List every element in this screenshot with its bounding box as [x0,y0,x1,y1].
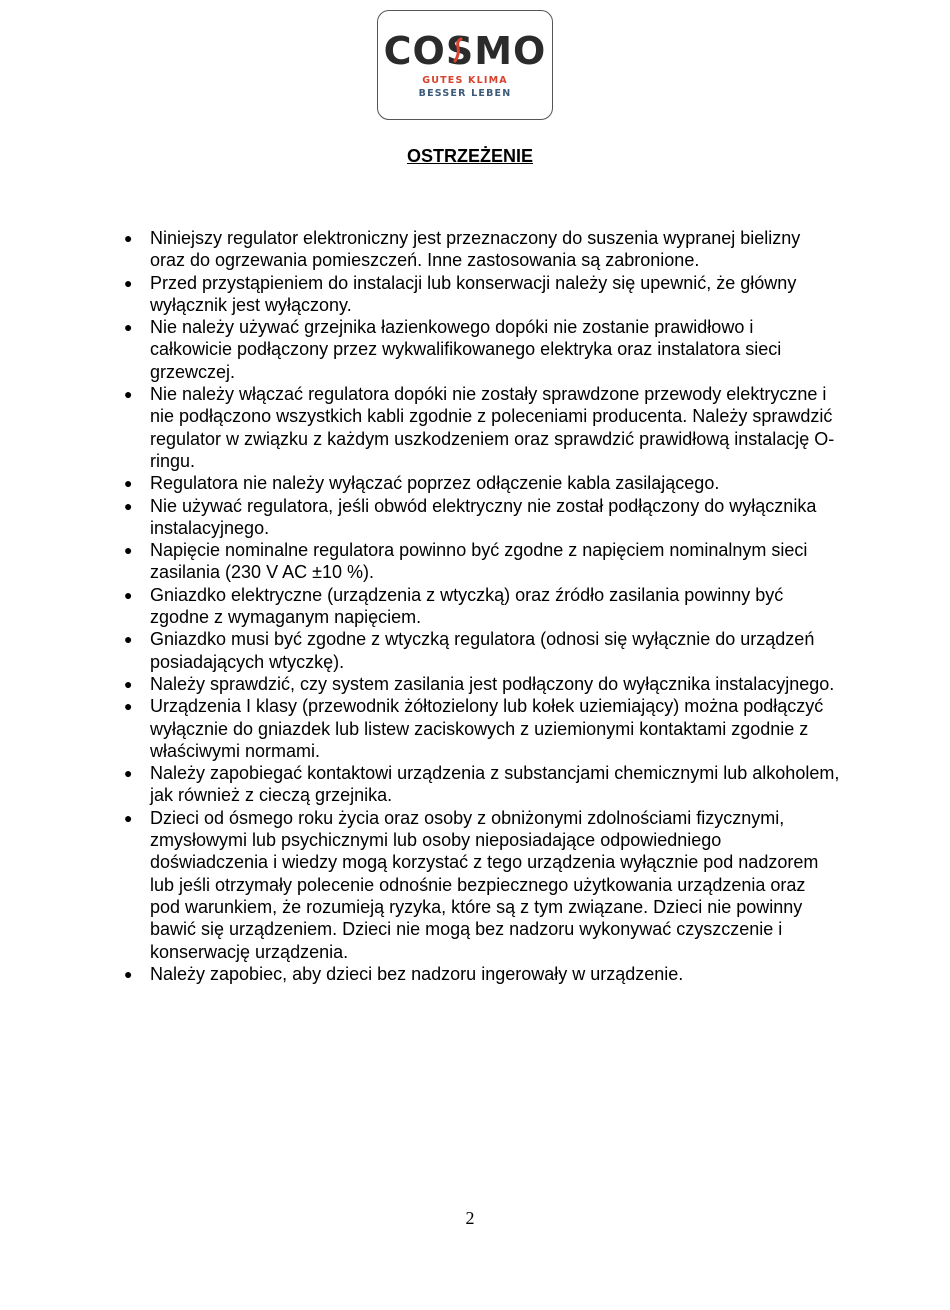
bullet-icon: ● [124,542,133,559]
warning-text: Należy zapobiec, aby dzieci bez nadzoru ingerowały w urządzenie. [150,963,684,984]
logo-wordmark [378,31,552,71]
bullet-icon: ● [124,965,133,982]
warning-item [120,272,840,317]
warning-text: Regulatora nie należy wyłączać poprzez odłączenie kabla zasilającego. [150,473,720,494]
logo-tagline-2: BESSER LEBEN [418,88,512,99]
warning-text: Niniejszy regulator elektroniczny jest przeznaczony do suszenia wypranej bielizny oraz do ogrzewania pomieszczeń. Inne zastosowania są zabronione. [150,228,801,271]
warning-item [120,383,840,472]
warning-item [120,539,840,584]
page-title: OSTRZEŻENIE [406,146,533,166]
warning-item [120,472,840,494]
logo-swirl-letter [446,31,474,71]
warning-item [120,963,840,985]
bullet-icon: ● [124,475,133,492]
swirl-icon [449,37,467,63]
warning-item [120,584,840,629]
warning-text: Gniazdko musi być zgodne z wtyczką regulatora (odnosi się wyłącznie do urządzeń posiadających wtyczkę). [150,629,815,672]
bullet-icon: ● [124,386,133,403]
bullet-icon: ● [124,765,133,782]
cosmo-logo [377,10,553,120]
warning-list [120,227,840,985]
warning-text: Napięcie nominalne regulatora powinno być zgodne z napięciem nominalnym sieci zasilania (230 V AC ±10 %). [150,540,808,583]
bullet-icon: ● [124,675,133,692]
warning-text: Urządzenia I klasy (przewodnik żółtozielony lub kołek uziemiający) można podłączyć wyłącznie do gniazdek lub listew zaciskowych z uziemionymi kontaktami zgodnie z właściwymi normami. [150,696,824,761]
bullet-icon: ● [124,809,133,826]
warning-item [120,495,840,540]
warning-item [120,695,840,762]
warning-text: Przed przystąpieniem do instalacji lub konserwacji należy się upewnić, że główny wyłącznik jest wyłączony. [150,272,797,315]
bullet-icon: ● [124,631,133,648]
bullet-icon: ● [124,698,133,715]
bullet-icon: ● [124,497,133,514]
warning-item [120,673,840,695]
warning-text: Należy zapobiegać kontaktowi urządzenia z substancjami chemicznymi lub alkoholem, jak również z cieczą grzejnika. [150,763,840,806]
logo-word-part: MO [474,29,547,73]
warning-text: Gniazdko elektryczne (urządzenia z wtyczką) oraz źródło zasilania powinny być zgodne z wymaganym napięciem. [150,584,784,628]
warning-item [120,227,840,272]
warning-item [120,807,840,963]
bullet-icon: ● [124,230,133,246]
warning-item [120,628,840,673]
warning-text: Dzieci od ósmego roku życia oraz osoby z obniżonymi zdolnościami fizycznymi, zmysłowymi lub psychicznymi lub osoby nieposiadające odpowiedniego doświadczenia i wiedzy mogą korzystać z tego urządzenia wyłącznie pod nadzorem lub jeśli otrzymały polecenie odnośnie bezpiecznego użytkowania urządzenia oraz pod warunkiem, że rozumieją ryzyka, które są z tym związane. Dzieci nie powinny bawić się urządzeniem. Dzieci nie mogą bez nadzoru wykonywać czyszczenie i konserwację urządzenia. [150,807,819,962]
warning-text: Nie używać regulatora, jeśli obwód elektryczny nie został podłączony do wyłącznika instalacyjnego. [150,495,817,538]
warning-item [120,762,840,807]
bullet-icon: ● [124,319,133,336]
bullet-icon: ● [124,586,133,603]
warning-text: Nie należy używać grzejnika łazienkowego dopóki nie zostanie prawidłowo i całkowicie podłączony przez wykwalifikowanego elektryka oraz instalatora sieci grzewczej. [150,317,782,382]
logo-word-part: CO [383,29,446,73]
warning-text: Należy sprawdzić, czy system zasilania jest podłączony do wyłącznika instalacyjnego. [150,673,835,694]
warning-text: Nie należy włączać regulatora dopóki nie zostały sprawdzone przewody elektryczne i nie podłączono wszystkich kabli zgodnie z poleceniami producenta. Należy sprawdzić regulator w związku z każdym uszkodzeniem oraz sprawdzić prawidłową instalację O-ringu. [150,384,835,471]
logo-word-part: S [445,29,475,73]
bullet-icon: ● [124,274,133,291]
logo-tagline-1: GUTES KLIMA [422,75,508,86]
warning-item [120,316,840,383]
page-number: 2 [465,1208,475,1228]
